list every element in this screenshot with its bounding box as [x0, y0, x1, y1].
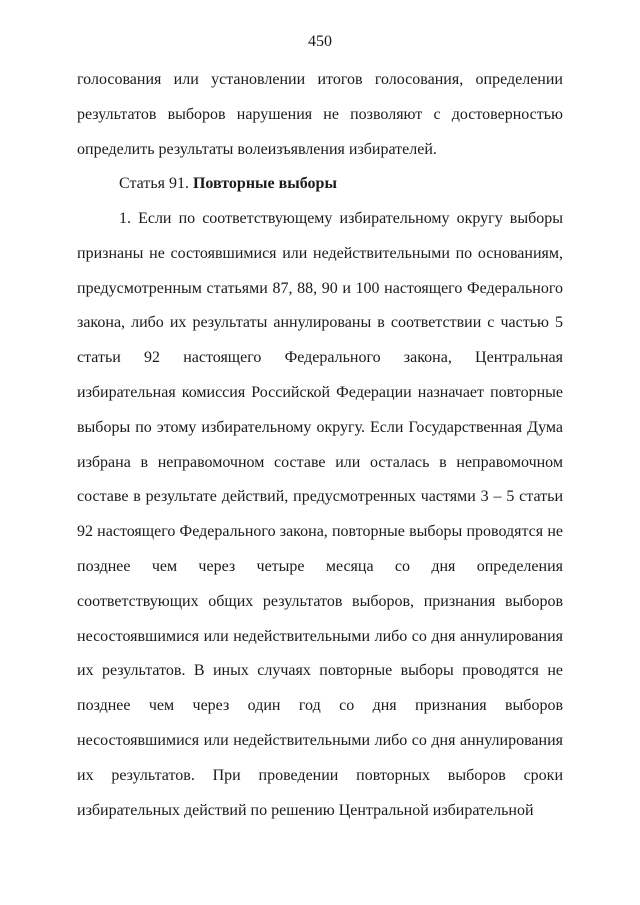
article-body-section: [77, 202, 563, 828]
article-heading-section: [77, 167, 563, 202]
continuation-section: [77, 63, 563, 167]
article-body-paragraph: 1. Если по соответствующему избирательному округу выборы признаны не состоявшимися или недействительными по основаниям, предусмотренным статьями 87, 88, 90 и 100 настоящего Федерального закона, либо их результаты аннулированы в соответствии с частью 5 статьи 92 настоящего Федерального закона, Центральная избирательная комиссия Российской Федерации назначает повторные выборы по этому избирательному округу. Если Государственная Дума избрана в неправомочном составе или осталась в неправомочном составе в результате действий, предусмотренных частями 3 – 5 статьи 92 настоящего Федерального закона, повторные выборы проводятся не позднее чем через четыре месяца со дня определения соответствующих общих результатов выборов, признания выборов несостоявшимися или недействительными либо со дня аннулирования их результатов. В иных случаях повторные выборы проводятся не позднее чем через один год со дня признания выборов несостоявшимися или недействительными либо со дня аннулирования их результатов. При проведении повторных выборов сроки избирательных действий по решению Центральной избирательной: [77, 210, 563, 819]
page-number: 450: [308, 33, 332, 50]
article-title: Повторные выборы: [192, 175, 337, 192]
continuation-paragraph: голосования или установлении итогов голосования, определении результатов выборов нарушения не позволяют с достоверностью определить результаты волеизъявления избирателей.: [77, 71, 563, 158]
article-heading: [77, 167, 563, 202]
article-number: Статья 91.: [119, 175, 189, 192]
